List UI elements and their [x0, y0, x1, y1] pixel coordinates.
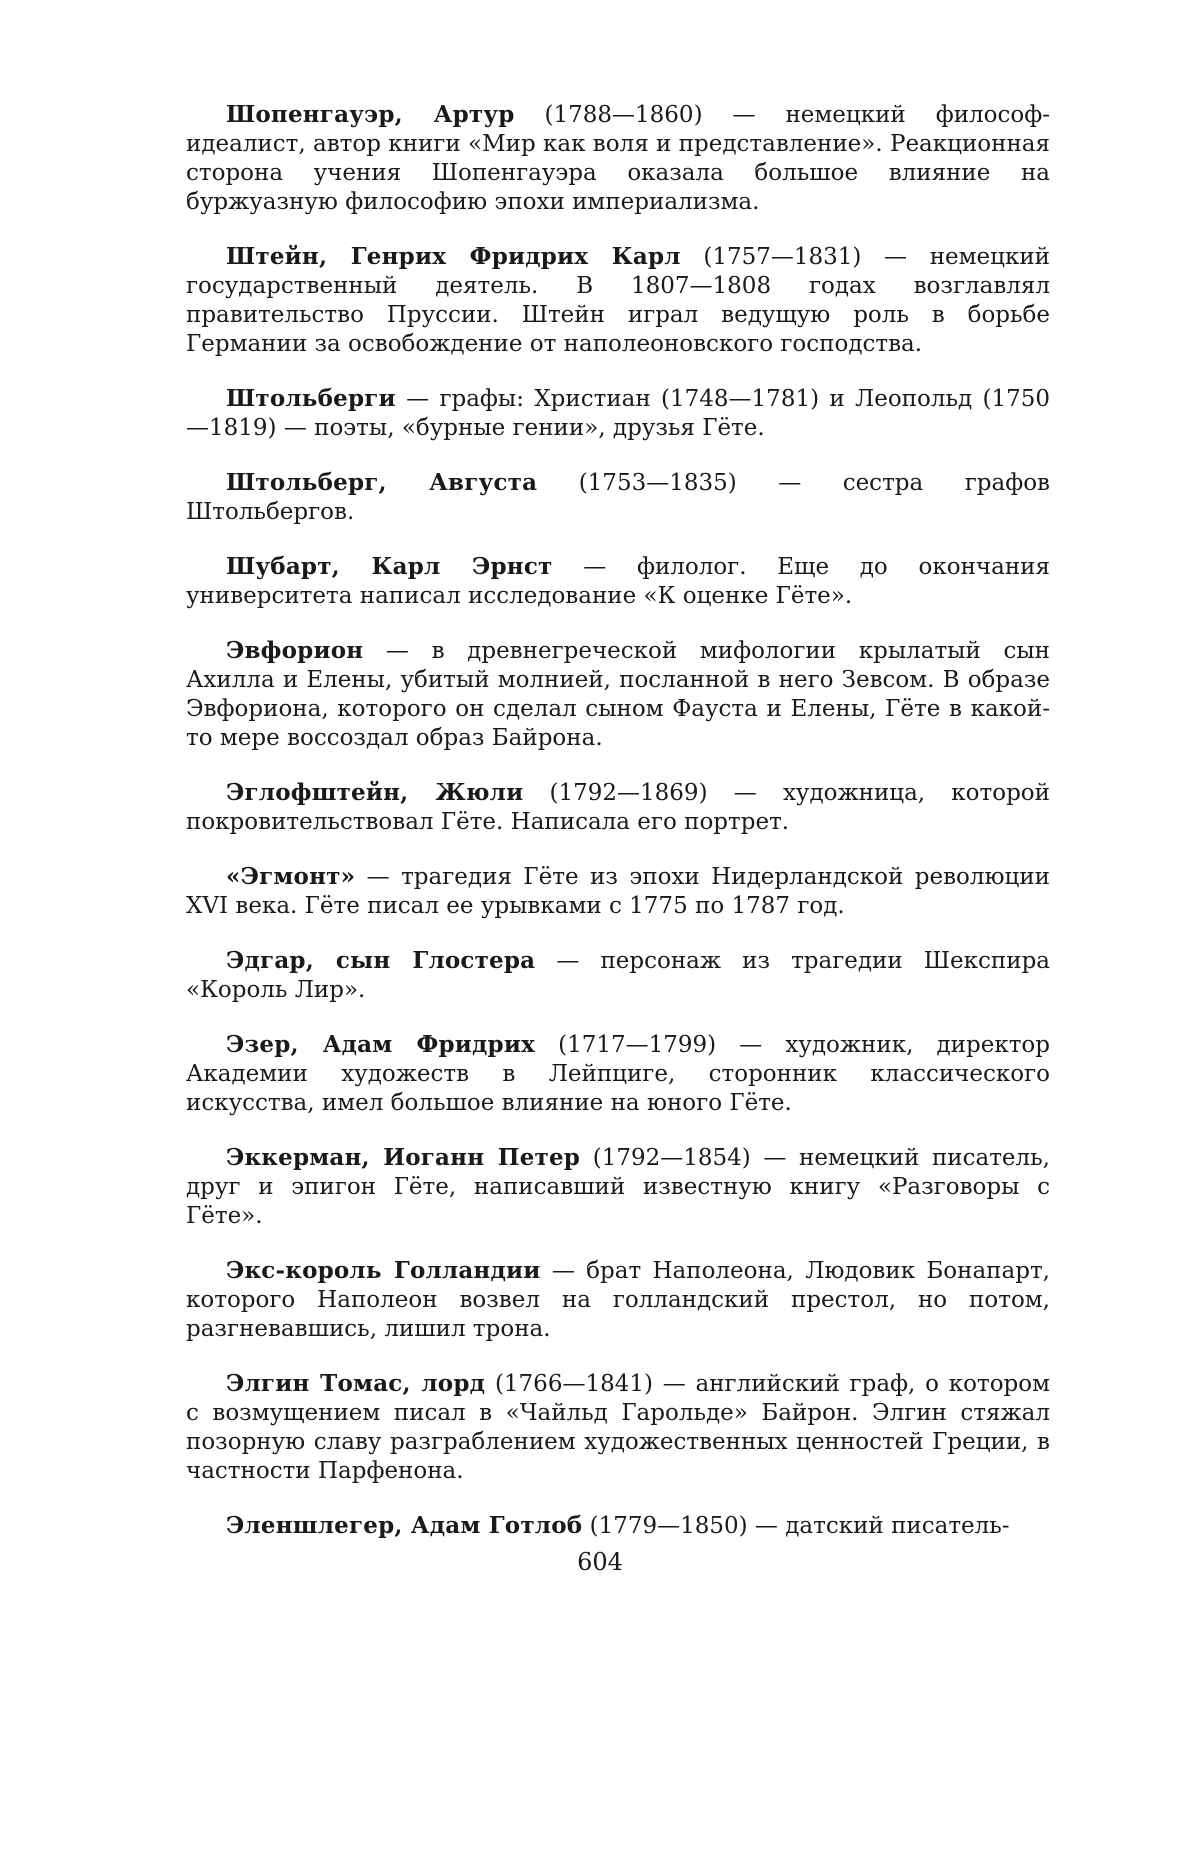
glossary-entry — [186, 100, 1050, 217]
entry-text: (1766—1841) — английский граф, о котором с возмущением писал в «Чайльд Гарольде» Байрон. Элгин стяжал позорную славу разграблением художественных ценностей Греции, в частности Парфенона. — [186, 1371, 1050, 1484]
entry-term: Шопенгауэр, Артур — [226, 101, 515, 128]
entry-term: Эвфорион — [226, 637, 363, 664]
entry-text: — персонаж из трагедии Шекспира «Король Лир». — [186, 948, 1050, 1003]
glossary-entry — [186, 468, 1050, 527]
entry-term: Штольберг, Августа — [226, 469, 537, 496]
entry-text: (1757—1831) — немецкий государственный деятель. В 1807—1808 годах возглавлял правительство Пруссии. Штейн играл ведущую роль в борьбе Германии за освобождение от наполеоновского господства. — [186, 244, 1050, 357]
entry-term: Эдгар, сын Глостера — [226, 947, 535, 974]
entry-term: Эглофштейн, Жюли — [226, 779, 523, 806]
entry-term: «Эгмонт» — [226, 863, 355, 890]
entry-text: — брат Наполеона, Людовик Бонапарт, которого Наполеон возвел на голландский престол, но потом, разгневавшись, лишил трона. — [186, 1258, 1050, 1342]
entry-term: Эккерман, Иоганн Петер — [226, 1144, 580, 1171]
entry-text: (1792—1869) — художница, которой покровительствовал Гёте. Написала его портрет. — [186, 780, 1050, 835]
entry-text: (1753—1835) — сестра графов Штольбергов. — [186, 470, 1050, 525]
glossary-entry — [186, 946, 1050, 1005]
glossary-entry — [186, 1256, 1050, 1344]
glossary-text — [186, 100, 1050, 1566]
glossary-entry — [186, 778, 1050, 837]
glossary-entry — [186, 552, 1050, 611]
entry-text: — в древнегреческой мифологии крылатый сын Ахилла и Елены, убитый молнией, посланной в него Зевсом. В образе Эвфориона, которого он сделал сыном Фауста и Елены, Гёте в какой-то мере воссоздал образ Байрона. — [186, 638, 1050, 751]
entry-text: — филолог. Еще до окончания университета написал исследование «К оценке Гёте». — [186, 554, 1050, 609]
entry-term: Элгин Томас, лорд — [226, 1370, 485, 1397]
glossary-entry — [186, 384, 1050, 443]
page-number: 604 — [0, 1548, 1200, 1576]
entry-term: Экс-король Голландии — [226, 1257, 541, 1284]
glossary-entry — [186, 1369, 1050, 1486]
entry-term: Штейн, Генрих Фридрих Карл — [226, 243, 681, 270]
entry-term: Эзер, Адам Фридрих — [226, 1031, 535, 1058]
entry-text: (1788—1860) — немецкий философ-идеалист, автор книги «Мир как воля и представление». Реакционная сторона учения Шопенгауэра оказала большое влияние на буржуазную философию эпохи империализма. — [186, 102, 1050, 215]
glossary-entry — [186, 1030, 1050, 1118]
entry-term: Эленшлегер, Адам Готлоб — [226, 1512, 582, 1539]
book-page — [0, 0, 1200, 1849]
entry-text: — графы: Христиан (1748—1781) и Леопольд (1750—1819) — поэты, «бурные гении», друзья Гёте. — [186, 386, 1050, 441]
glossary-entry — [186, 1511, 1050, 1541]
entry-text: (1717—1799) — художник, директор Академии художеств в Лейпциге, сторонник классического искусства, имел большое влияние на юного Гёте. — [186, 1032, 1050, 1116]
glossary-entry — [186, 636, 1050, 753]
entry-term: Шубарт, Карл Эрнст — [226, 553, 553, 580]
glossary-entry — [186, 1143, 1050, 1231]
entry-text: — трагедия Гёте из эпохи Нидерландской революции XVI века. Гёте писал ее урывками с 1775 по 1787 год. — [186, 864, 1050, 919]
entry-term: Штольберги — [226, 385, 396, 412]
entry-text: (1779—1850) — датский писатель- — [582, 1513, 1009, 1539]
entry-text: (1792—1854) — немецкий писатель, друг и эпигон Гёте, написавший известную книгу «Разговоры с Гёте». — [186, 1145, 1050, 1229]
glossary-entry — [186, 862, 1050, 921]
glossary-entry — [186, 242, 1050, 359]
